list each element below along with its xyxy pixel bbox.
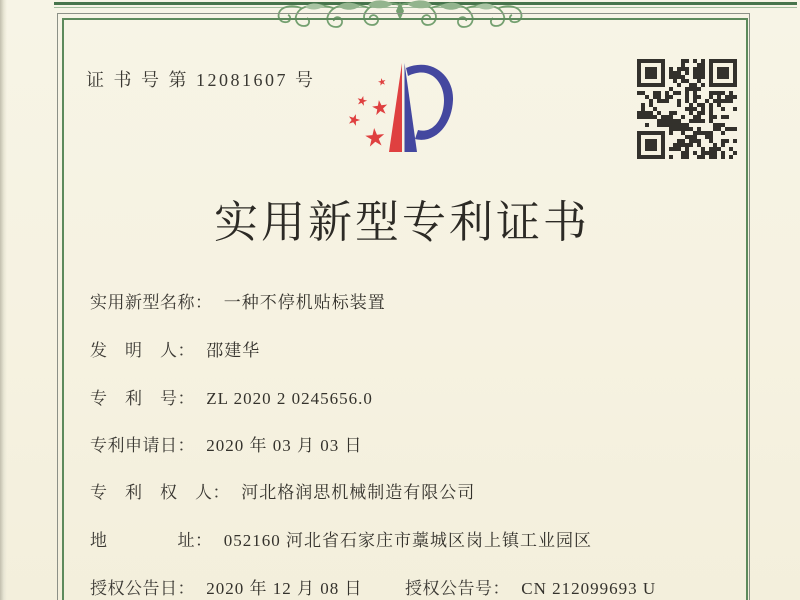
field-row-filing-date — [90, 431, 363, 456]
field-value: 一种不停机贴标装置 — [223, 293, 386, 312]
certificate-number: 证 书 号 第 12081607 号 — [86, 70, 316, 90]
logo-pillar-red — [389, 63, 402, 152]
field-label: 专利申请日： — [90, 436, 195, 455]
field-value: 052160 河北省石家庄市藁城区岗上镇工业园区 — [223, 531, 592, 550]
field-value: 河北格润思机械制造有限公司 — [241, 483, 476, 502]
field-value: 2020 年 03 月 03 日 — [206, 436, 363, 455]
field-label: 授权公告日： — [90, 579, 195, 598]
logo-star-4 — [347, 112, 362, 126]
logo-star-3 — [371, 99, 388, 115]
field-row-grant — [90, 574, 750, 599]
qr-code — [637, 59, 737, 159]
field-value: ZL 2020 2 0245656.0 — [206, 389, 373, 408]
field-row-patentee — [90, 478, 475, 503]
cnipa-logo-icon — [340, 52, 462, 164]
logo-star-1 — [377, 77, 386, 86]
field-row-patent-no — [90, 384, 373, 409]
field-value: CN 212099693 U — [521, 579, 657, 598]
field-row-address — [90, 526, 592, 551]
field-row-name — [90, 288, 386, 313]
field-value: 2020 年 12 月 08 日 — [206, 579, 363, 598]
field-label: 地 址： — [90, 531, 213, 550]
field-label: 实用新型名称： — [90, 293, 213, 312]
field-label: 发 明 人： — [90, 341, 195, 360]
logo-star-5 — [365, 127, 386, 147]
logo-star-2 — [356, 95, 368, 107]
scan-edge-shadow — [0, 0, 7, 600]
grant-number-pair — [405, 574, 656, 599]
field-label: 授权公告号： — [405, 579, 510, 598]
field-label: 专 利 号： — [90, 389, 195, 408]
field-value: 邵建华 — [206, 341, 261, 360]
field-label: 专 利 权 人： — [90, 483, 230, 502]
grant-date-pair — [90, 579, 363, 598]
field-row-inventor — [90, 336, 260, 361]
certificate-title: 实用新型专利证书 — [214, 198, 590, 247]
